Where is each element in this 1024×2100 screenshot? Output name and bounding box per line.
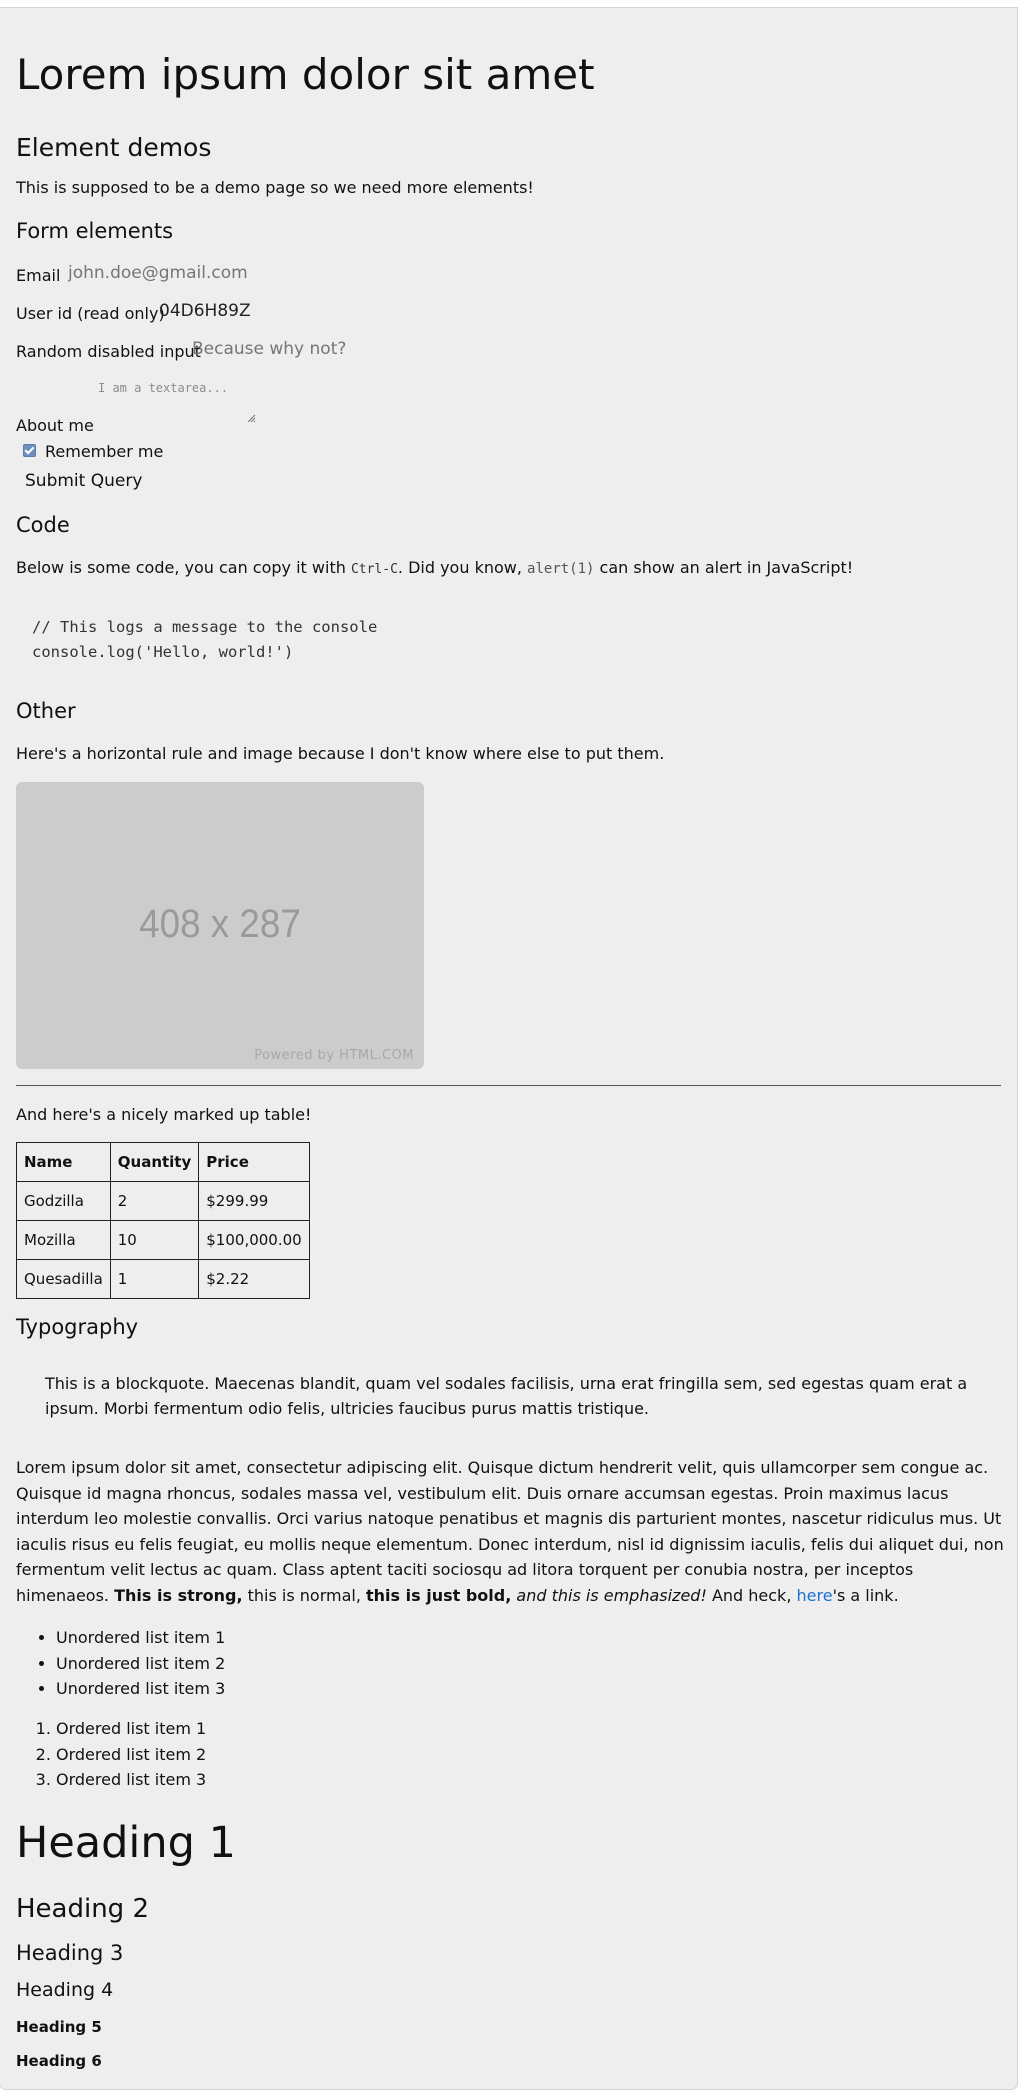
ordered-list <box>16 1716 206 1793</box>
typography-heading: Typography <box>16 1315 139 1339</box>
code-heading: Code <box>16 513 70 537</box>
table-cell: 1 <box>110 1260 199 1299</box>
lorem-paragraph <box>16 1455 1006 1608</box>
code-intro-start: Below is some code, you can copy it with <box>16 558 351 577</box>
code-intro-middle: . Did you know, <box>397 558 528 577</box>
list-item: • Unordered list item 1 <box>56 1625 225 1651</box>
disabled-input-label: Random disabled input <box>16 342 201 361</box>
paragraph-text: Lorem ipsum dolor sit amet, consectetur adipiscing elit. Quisque dictum hendrerit velit, quis ullamcorper sem congue ac. Quisque id magna rhoncus, sodales massa vel, vestibulum elit. Duis ornare accumsan egestas. Proin maximus lacus interdum leo molestie convallis. Orci varius natoque penatibus et magnis dis parturient montes, nascetur ridiculus mus. Ut iaculis risus eu felis feugiat, eu mollis neque elementum. Donec interdum, nisl id dignissim iaculis, felis dui aliquet dui, non fermentum velit lectus ac quam. Class aptent taciti sociosqu ad litora torquent per conubia nostra, per inceptos himenaeos. <box>16 1458 1004 1605</box>
table-header-cell: Name <box>17 1143 111 1182</box>
table-header-row <box>17 1143 310 1182</box>
demos-heading: Element demos <box>16 133 212 162</box>
email-field[interactable] <box>68 263 368 283</box>
list-item: 3. Ordered list item 3 <box>56 1767 206 1793</box>
heading-2: Heading 2 <box>16 1894 149 1924</box>
kbd-shortcut: Ctrl-C <box>350 562 398 577</box>
code-intro-end: can show an alert in JavaScript! <box>594 558 854 577</box>
here-link[interactable]: here <box>796 1585 833 1605</box>
unordered-list <box>16 1625 225 1702</box>
table-row <box>17 1260 310 1299</box>
list-item: • Unordered list item 3 <box>56 1676 225 1702</box>
image-dimensions: 408 x 287 <box>139 902 301 946</box>
userid-field[interactable] <box>159 301 359 321</box>
normal-text: this is normal, <box>242 1585 367 1605</box>
code-statement-line: console.log('Hello, world!') <box>32 643 294 661</box>
page-card <box>0 8 1017 2089</box>
other-heading: Other <box>16 699 76 723</box>
table-cell: 10 <box>110 1221 199 1260</box>
horizontal-rule <box>16 1085 1001 1086</box>
heading-1: Heading 1 <box>16 1818 236 1868</box>
code-block <box>32 615 377 665</box>
other-intro: Here's a horizontal rule and image because I don't know where else to put them. <box>16 744 665 763</box>
code-intro <box>16 558 853 577</box>
table-cell: Godzilla <box>17 1182 111 1221</box>
form-heading: Form elements <box>16 219 174 243</box>
email-label: Email <box>16 266 61 285</box>
table-cell: $299.99 <box>199 1182 309 1221</box>
heading-3: Heading 3 <box>16 1941 124 1965</box>
heck-text: And heck, <box>706 1585 797 1605</box>
placeholder-image <box>16 782 424 1069</box>
about-label: About me <box>16 416 94 435</box>
list-item: 1. Ordered list item 1 <box>56 1716 206 1742</box>
data-table <box>16 1142 310 1299</box>
disabled-input[interactable] <box>192 339 442 359</box>
table-header-cell: Quantity <box>110 1143 199 1182</box>
emphasized-text: and this is emphasized! <box>516 1585 707 1605</box>
page-title: Lorem ipsum dolor sit amet <box>16 50 595 99</box>
blockquote: This is a blockquote. Maecenas blandit, quam vel sodales facilisis, urna erat fringilla sem, sed egestas quam erat a ipsum. Morbi fermentum odio felis, ultricies faucibus purus mattis tristique. <box>45 1374 968 1418</box>
heading-6: Heading 6 <box>16 2052 102 2070</box>
table-cell: Mozilla <box>17 1221 111 1260</box>
list-item: • Unordered list item 2 <box>56 1651 225 1677</box>
about-textarea[interactable]: I am a textarea... <box>98 381 229 395</box>
code-comment-line: // This logs a message to the console <box>32 618 378 636</box>
remember-checkbox[interactable] <box>23 444 36 457</box>
bold-text: this is just bold, <box>366 1585 512 1605</box>
resize-grip-icon[interactable] <box>246 413 256 423</box>
userid-label: User id (read only) <box>16 304 165 323</box>
link-suffix: 's a link. <box>832 1585 899 1605</box>
inline-code: alert(1) <box>527 561 595 577</box>
table-row <box>17 1221 310 1260</box>
demos-intro: This is supposed to be a demo page so we need more elements! <box>16 178 534 197</box>
table-intro: And here's a nicely marked up table! <box>16 1105 312 1124</box>
list-item: 2. Ordered list item 2 <box>56 1742 206 1768</box>
table-cell: 2 <box>110 1182 199 1221</box>
strong-text: This is strong, <box>114 1585 243 1605</box>
table-header-cell: Price <box>199 1143 309 1182</box>
submit-button[interactable]: Submit Query <box>25 471 143 491</box>
remember-label: Remember me <box>45 442 164 461</box>
image-credit: Powered by HTML.COM <box>254 1048 414 1063</box>
table-cell: $2.22 <box>199 1260 309 1299</box>
table-cell: Quesadilla <box>17 1260 111 1299</box>
table-row <box>17 1182 310 1221</box>
heading-4: Heading 4 <box>16 1979 114 2001</box>
heading-5: Heading 5 <box>16 2018 102 2036</box>
table-cell: $100,000.00 <box>199 1221 309 1260</box>
